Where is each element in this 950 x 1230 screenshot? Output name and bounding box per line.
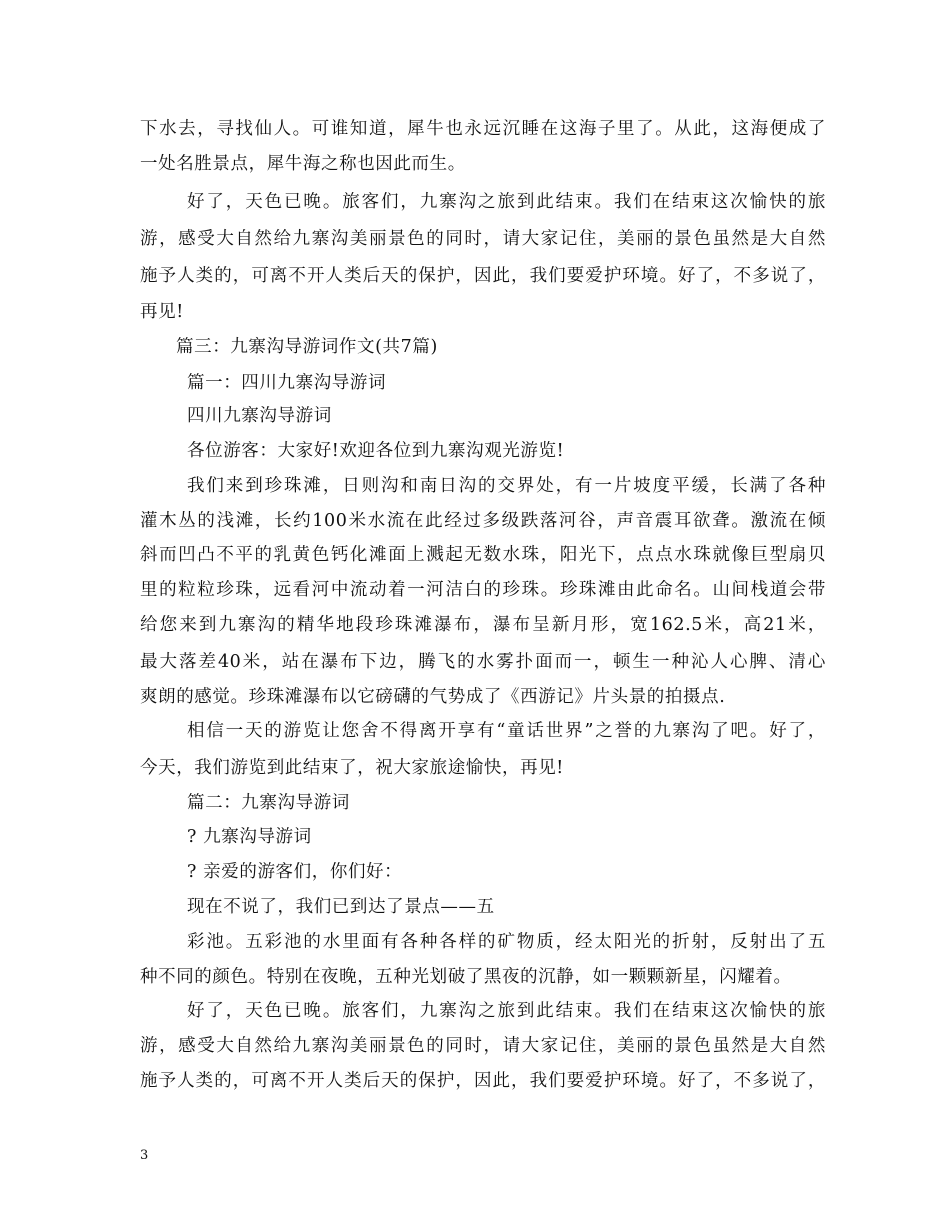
text-line: 爽朗的感觉。珍珠滩瀑布以它磅礴的气势成了《西游记》片头景的拍摄点. [140, 687, 726, 707]
page-number: 3 [140, 1148, 149, 1163]
text-line: 最大落差40米，站在瀑布下边，腾飞的水雾扑面而一，顿生一种沁人心脾、清心 [140, 652, 826, 672]
text-line: 种不同的颜色。特别在夜晚，五种光划破了黑夜的沉静，如一颗颗新星，闪耀着。 [140, 967, 792, 987]
subsection-heading: 篇一：四川九寨沟导游词 [187, 373, 387, 393]
text-line: 相信一天的游览让您舍不得离开享有“童话世界”之誉的九寨沟了吧。好了， [187, 721, 826, 741]
text-line: 彩池。五彩池的水里面有各种各样的矿物质，经太阳光的折射，反射出了五 [187, 932, 826, 952]
text-line: 游，感受大自然给九寨沟美丽景色的同时，请大家记住，美丽的景色虽然是大自然 [140, 229, 826, 249]
article-title: 四川九寨沟导游词 [187, 406, 332, 426]
text-line: 斜而凹凸不平的乳黄色钙化滩面上溅起无数水珠，阳光下，点点水珠就像巨型扇贝 [140, 545, 826, 565]
text-line: 里的粒粒珍珠，远看河中流动着一河洁白的珍珠。珍珠滩由此命名。山间栈道会带 [140, 580, 826, 600]
greeting: ? 亲爱的游客们，你们好： [187, 862, 403, 882]
subsection-heading: 篇二：九寨沟导游词 [187, 793, 350, 813]
text-line: 现在不说了，我们已到达了景点——五 [187, 897, 495, 917]
text-line: 好了，天色已晚。旅客们，九寨沟之旅到此结束。我们在结束这次愉快的旅 [187, 192, 826, 212]
article-title: ? 九寨沟导游词 [187, 827, 312, 847]
text-line: 灌木丛的浅滩，长约100米水流在此经过多级跌落河谷，声音震耳欲聋。激流在倾 [140, 511, 826, 531]
text-line: 今天，我们游览到此结束了，祝大家旅途愉快，再见! [140, 758, 564, 778]
text-line: 再见! [140, 302, 184, 322]
section-heading: 篇三：九寨沟导游词作文(共7篇) [176, 337, 438, 357]
text-line: 施予人类的，可离不开人类后天的保护，因此，我们要爱护环境。好了，不多说了， [140, 266, 826, 286]
text-line: 给您来到九寨沟的精华地段珍珠滩瀑布，瀑布呈新月形，宽162.5米，高21米， [140, 615, 826, 635]
text-line: 一处名胜景点，犀牛海之称也因此而生。 [140, 154, 466, 174]
text-line: 下水去，寻找仙人。可谁知道，犀牛也永远沉睡在这海子里了。从此，这海便成了 [140, 119, 826, 139]
text-line: 我们来到珍珠滩，日则沟和南日沟的交界处，有一片坡度平缓，长满了各种 [187, 476, 826, 496]
greeting: 各位游客：大家好!欢迎各位到九寨沟观光游览! [187, 441, 565, 461]
text-line: 好了，天色已晚。旅客们，九寨沟之旅到此结束。我们在结束这次愉快的旅 [187, 1001, 826, 1021]
text-line: 游，感受大自然给九寨沟美丽景色的同时，请大家记住，美丽的景色虽然是大自然 [140, 1036, 826, 1056]
text-line: 施予人类的，可离不开人类后天的保护，因此，我们要爱护环境。好了，不多说了， [140, 1071, 826, 1091]
